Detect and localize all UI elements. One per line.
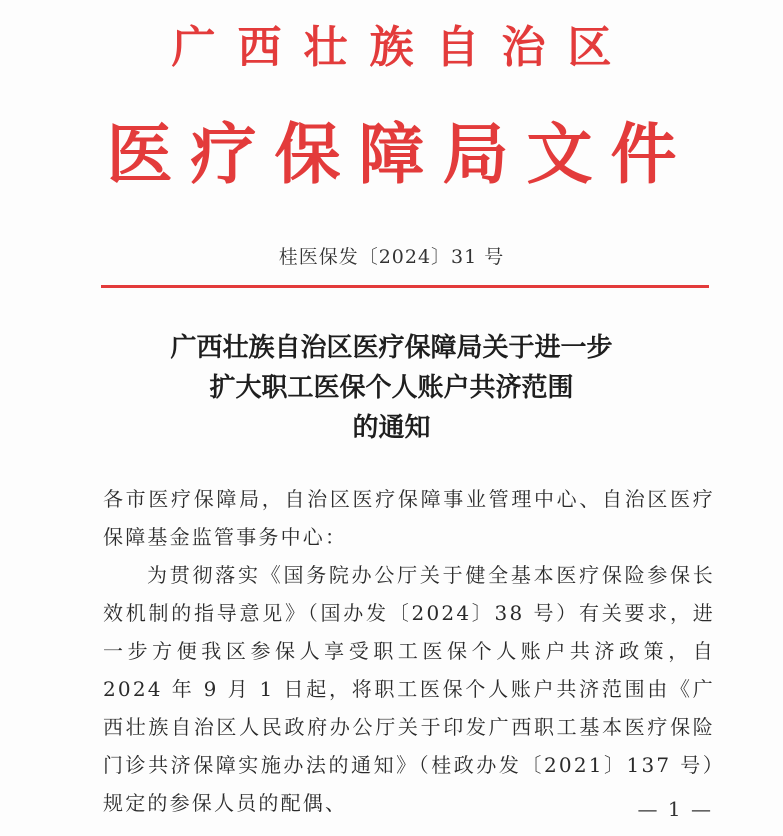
red-separator-line (101, 285, 709, 288)
page-number: — 1 — (637, 797, 713, 821)
issuer-name-line1: 广西壮族自治区 (171, 22, 634, 73)
document-title (0, 328, 783, 448)
body-paragraph: 为贯彻落实《国务院办公厅关于健全基本医疗保险参保长效机制的指导意见》（国办发〔2024〕38 号）有关要求，进一步方便我区参保人享受职工医保个人账户共济政策，自 2024 年 9 月 1 日起，将职工医保个人账户共济范围由《广西壮族自治区人民政府办公厅关于印发广西职工基本医疗保险门诊共济保障实施办法的通知》（桂政办发〔2021〕137 号）规定的参保人员的配偶、 (103, 563, 715, 815)
document-number: 桂医保发〔2024〕31 号 (278, 246, 505, 268)
title-line3: 的通知 (352, 413, 431, 443)
salutation: 各市医疗保障局，自治区医疗保障事业管理中心、自治区医疗保障基金监管事务中心： (103, 487, 715, 549)
issuer-name-line2: 医疗保障局文件 (106, 115, 695, 193)
title-line1: 广西壮族自治区医疗保障局关于进一步 (170, 333, 613, 363)
title-line2: 扩大职工医保个人账户共济范围 (209, 373, 574, 403)
document-body (103, 480, 715, 822)
